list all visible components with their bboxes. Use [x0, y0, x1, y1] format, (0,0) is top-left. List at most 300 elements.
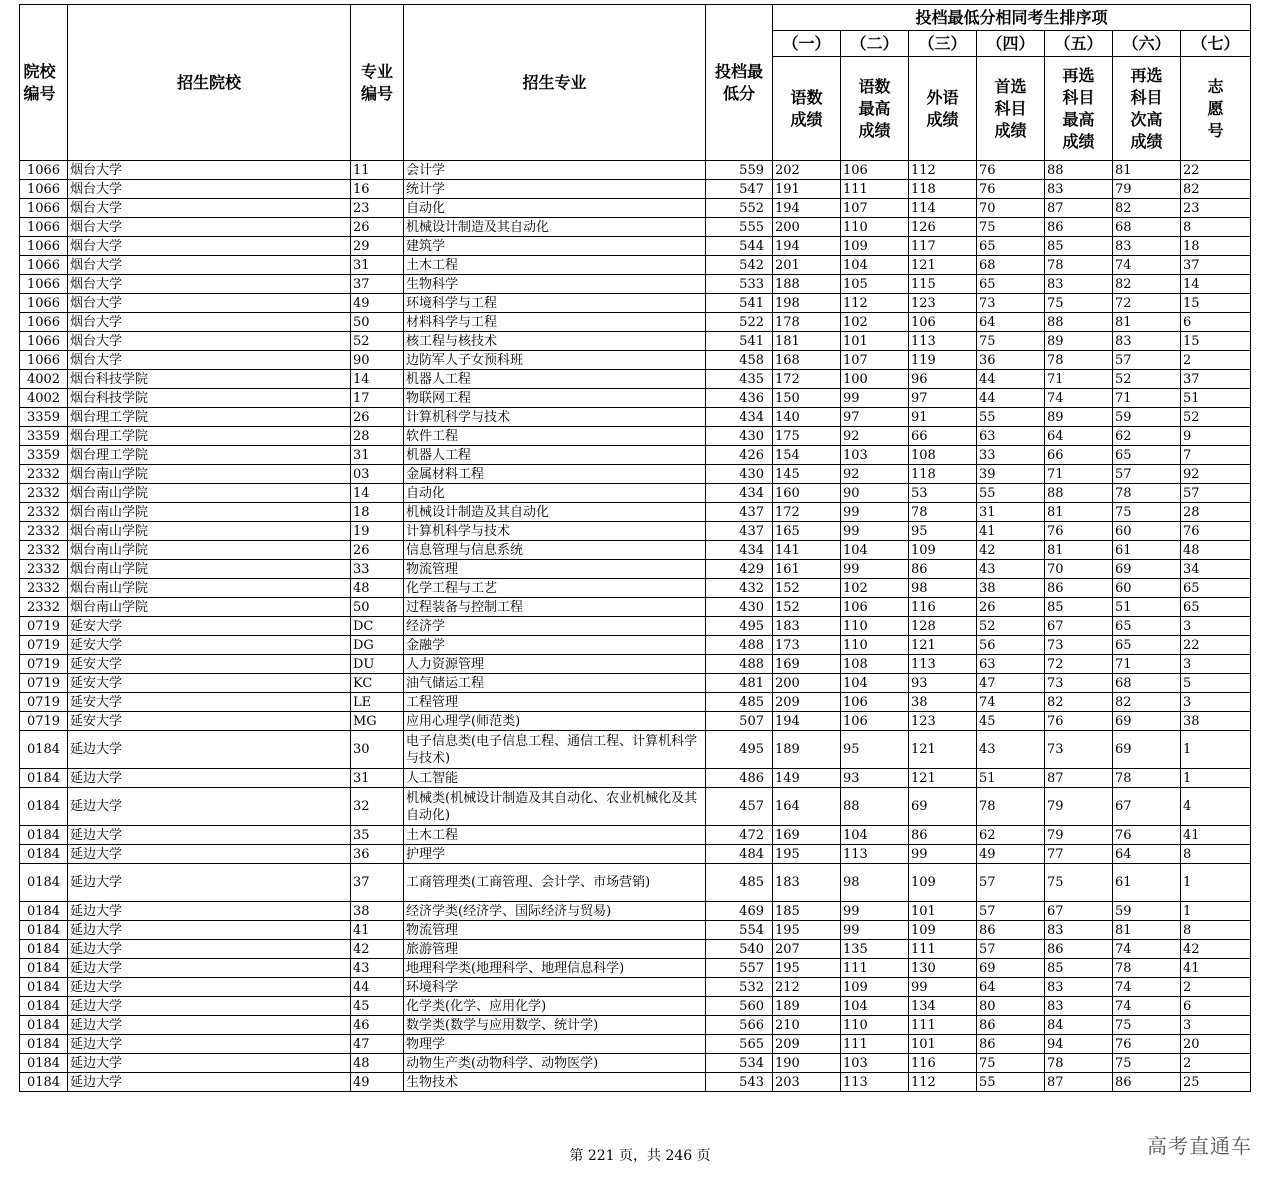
- header-sub-label: 再选科目次高成绩: [1113, 57, 1181, 161]
- major-code-cell: 35: [351, 826, 404, 845]
- score-5-cell: 85: [1045, 237, 1113, 256]
- wish-number-cell: 41: [1181, 959, 1251, 978]
- score-4-cell: 75: [977, 1054, 1045, 1073]
- min-score-cell: 430: [706, 598, 773, 617]
- score-1-cell: 183: [773, 617, 841, 636]
- score-5-cell: 87: [1045, 199, 1113, 218]
- score-6-cell: 57: [1113, 465, 1181, 484]
- score-2-cell: 111: [841, 959, 909, 978]
- score-1-cell: 165: [773, 522, 841, 541]
- score-5-cell: 88: [1045, 484, 1113, 503]
- score-5-cell: 66: [1045, 446, 1113, 465]
- wish-number-cell: 9: [1181, 427, 1251, 446]
- score-1-cell: 203: [773, 1073, 841, 1092]
- major-code-cell: LE: [351, 693, 404, 712]
- major-name-cell: 金属材料工程: [404, 465, 706, 484]
- score-1-cell: 202: [773, 161, 841, 180]
- major-name-cell: 物理学: [404, 1035, 706, 1054]
- school-name-cell: 延边大学: [68, 921, 351, 940]
- major-code-cell: 33: [351, 560, 404, 579]
- score-1-cell: 172: [773, 503, 841, 522]
- min-score-cell: 481: [706, 674, 773, 693]
- score-3-cell: 134: [909, 997, 977, 1016]
- header-sub-num: （三）: [909, 31, 977, 57]
- score-1-cell: 189: [773, 997, 841, 1016]
- school-name-cell: 烟台大学: [68, 180, 351, 199]
- score-3-cell: 95: [909, 522, 977, 541]
- major-name-cell: 自动化: [404, 484, 706, 503]
- page-footer: 第 221 页，共 246 页: [569, 1148, 711, 1164]
- score-4-cell: 76: [977, 180, 1045, 199]
- major-name-cell: 机器人工程: [404, 446, 706, 465]
- score-1-cell: 168: [773, 351, 841, 370]
- score-3-cell: 116: [909, 1054, 977, 1073]
- score-3-cell: 109: [909, 864, 977, 902]
- score-2-cell: 103: [841, 1054, 909, 1073]
- score-5-cell: 73: [1045, 674, 1113, 693]
- score-1-cell: 200: [773, 674, 841, 693]
- score-4-cell: 55: [977, 1073, 1045, 1092]
- score-5-cell: 73: [1045, 731, 1113, 769]
- min-score-cell: 565: [706, 1035, 773, 1054]
- score-6-cell: 69: [1113, 560, 1181, 579]
- school-name-cell: 延边大学: [68, 731, 351, 769]
- score-4-cell: 70: [977, 199, 1045, 218]
- score-4-cell: 63: [977, 427, 1045, 446]
- score-3-cell: 91: [909, 408, 977, 427]
- score-2-cell: 102: [841, 579, 909, 598]
- score-5-cell: 81: [1045, 541, 1113, 560]
- score-6-cell: 69: [1113, 712, 1181, 731]
- major-code-cell: 11: [351, 161, 404, 180]
- wish-number-cell: 15: [1181, 332, 1251, 351]
- school-code-cell: 1066: [20, 161, 68, 180]
- school-name-cell: 烟台大学: [68, 275, 351, 294]
- major-code-cell: 46: [351, 1016, 404, 1035]
- wish-number-cell: 8: [1181, 921, 1251, 940]
- table-row: [20, 522, 1251, 541]
- wish-number-cell: 2: [1181, 978, 1251, 997]
- score-2-cell: 92: [841, 465, 909, 484]
- school-code-cell: 0184: [20, 997, 68, 1016]
- table-row: [20, 275, 1251, 294]
- score-1-cell: 152: [773, 579, 841, 598]
- score-2-cell: 104: [841, 541, 909, 560]
- score-1-cell: 188: [773, 275, 841, 294]
- min-score-cell: 437: [706, 503, 773, 522]
- score-4-cell: 69: [977, 959, 1045, 978]
- min-score-cell: 486: [706, 769, 773, 788]
- min-score-cell: 458: [706, 351, 773, 370]
- school-name-cell: 延安大学: [68, 636, 351, 655]
- score-6-cell: 65: [1113, 636, 1181, 655]
- score-5-cell: 78: [1045, 351, 1113, 370]
- score-2-cell: 104: [841, 997, 909, 1016]
- score-1-cell: 194: [773, 199, 841, 218]
- major-name-cell: 机械设计制造及其自动化: [404, 218, 706, 237]
- school-code-cell: 2332: [20, 560, 68, 579]
- score-5-cell: 75: [1045, 294, 1113, 313]
- school-name-cell: 烟台大学: [68, 161, 351, 180]
- school-code-cell: 2332: [20, 541, 68, 560]
- score-6-cell: 75: [1113, 503, 1181, 522]
- table-row: [20, 1054, 1251, 1073]
- score-5-cell: 73: [1045, 636, 1113, 655]
- major-name-cell: 应用心理学(师范类): [404, 712, 706, 731]
- score-2-cell: 97: [841, 408, 909, 427]
- school-name-cell: 延边大学: [68, 940, 351, 959]
- wish-number-cell: 25: [1181, 1073, 1251, 1092]
- score-4-cell: 68: [977, 256, 1045, 275]
- score-1-cell: 152: [773, 598, 841, 617]
- school-name-cell: 烟台理工学院: [68, 446, 351, 465]
- school-name-cell: 延边大学: [68, 1054, 351, 1073]
- score-6-cell: 76: [1113, 1035, 1181, 1054]
- school-code-cell: 0184: [20, 1035, 68, 1054]
- score-1-cell: 178: [773, 313, 841, 332]
- school-code-cell: 1066: [20, 180, 68, 199]
- major-name-cell: 过程装备与控制工程: [404, 598, 706, 617]
- score-2-cell: 112: [841, 294, 909, 313]
- score-6-cell: 61: [1113, 541, 1181, 560]
- wish-number-cell: 22: [1181, 161, 1251, 180]
- major-name-cell: 土木工程: [404, 256, 706, 275]
- score-6-cell: 60: [1113, 579, 1181, 598]
- school-code-cell: 0184: [20, 959, 68, 978]
- min-score-cell: 436: [706, 389, 773, 408]
- school-name-cell: 延安大学: [68, 712, 351, 731]
- score-5-cell: 67: [1045, 617, 1113, 636]
- score-5-cell: 81: [1045, 503, 1113, 522]
- table-row: [20, 1073, 1251, 1092]
- header-sub-num: （六）: [1113, 31, 1181, 57]
- score-4-cell: 42: [977, 541, 1045, 560]
- score-6-cell: 59: [1113, 902, 1181, 921]
- major-name-cell: 化学工程与工艺: [404, 579, 706, 598]
- school-code-cell: 0184: [20, 769, 68, 788]
- score-5-cell: 75: [1045, 864, 1113, 902]
- major-name-cell: 土木工程: [404, 826, 706, 845]
- score-5-cell: 89: [1045, 408, 1113, 427]
- table-row: [20, 180, 1251, 199]
- major-name-cell: 经济学: [404, 617, 706, 636]
- score-2-cell: 99: [841, 560, 909, 579]
- school-code-cell: 1066: [20, 256, 68, 275]
- score-4-cell: 76: [977, 161, 1045, 180]
- wish-number-cell: 8: [1181, 218, 1251, 237]
- score-6-cell: 52: [1113, 370, 1181, 389]
- school-name-cell: 延边大学: [68, 1035, 351, 1054]
- score-3-cell: 109: [909, 921, 977, 940]
- score-2-cell: 102: [841, 313, 909, 332]
- school-code-cell: 1066: [20, 332, 68, 351]
- major-code-cell: DG: [351, 636, 404, 655]
- major-code-cell: 14: [351, 370, 404, 389]
- table-row: [20, 712, 1251, 731]
- score-2-cell: 104: [841, 674, 909, 693]
- table-row: [20, 674, 1251, 693]
- school-code-cell: 0184: [20, 845, 68, 864]
- school-name-cell: 延安大学: [68, 617, 351, 636]
- wish-number-cell: 2: [1181, 1054, 1251, 1073]
- table-row: [20, 484, 1251, 503]
- school-code-cell: 0719: [20, 636, 68, 655]
- table-row: [20, 959, 1251, 978]
- score-1-cell: 189: [773, 731, 841, 769]
- min-score-cell: 434: [706, 541, 773, 560]
- table-row: [20, 427, 1251, 446]
- score-1-cell: 140: [773, 408, 841, 427]
- major-name-cell: 机械设计制造及其自动化: [404, 503, 706, 522]
- score-6-cell: 75: [1113, 1016, 1181, 1035]
- score-2-cell: 110: [841, 617, 909, 636]
- table-row: [20, 503, 1251, 522]
- major-code-cell: 49: [351, 1073, 404, 1092]
- score-5-cell: 88: [1045, 161, 1113, 180]
- major-code-cell: 26: [351, 541, 404, 560]
- major-name-cell: 边防军人子女预科班: [404, 351, 706, 370]
- score-6-cell: 82: [1113, 693, 1181, 712]
- score-1-cell: 210: [773, 1016, 841, 1035]
- table-row: [20, 1035, 1251, 1054]
- score-1-cell: 195: [773, 921, 841, 940]
- score-3-cell: 121: [909, 636, 977, 655]
- score-2-cell: 135: [841, 940, 909, 959]
- score-2-cell: 108: [841, 655, 909, 674]
- score-2-cell: 113: [841, 1073, 909, 1092]
- score-4-cell: 31: [977, 503, 1045, 522]
- score-2-cell: 99: [841, 522, 909, 541]
- table-row: [20, 940, 1251, 959]
- score-4-cell: 43: [977, 731, 1045, 769]
- score-6-cell: 71: [1113, 389, 1181, 408]
- score-3-cell: 98: [909, 579, 977, 598]
- wish-number-cell: 37: [1181, 370, 1251, 389]
- min-score-cell: 434: [706, 408, 773, 427]
- school-name-cell: 延安大学: [68, 655, 351, 674]
- min-score-cell: 488: [706, 655, 773, 674]
- score-5-cell: 71: [1045, 370, 1113, 389]
- school-name-cell: 烟台大学: [68, 218, 351, 237]
- score-3-cell: 69: [909, 788, 977, 826]
- score-2-cell: 110: [841, 1016, 909, 1035]
- table-row: [20, 636, 1251, 655]
- major-name-cell: 软件工程: [404, 427, 706, 446]
- major-name-cell: 机器人工程: [404, 370, 706, 389]
- score-1-cell: 212: [773, 978, 841, 997]
- admission-table: [19, 4, 1251, 1092]
- score-3-cell: 130: [909, 959, 977, 978]
- school-name-cell: 烟台大学: [68, 332, 351, 351]
- major-name-cell: 物流管理: [404, 560, 706, 579]
- score-2-cell: 106: [841, 693, 909, 712]
- score-4-cell: 44: [977, 370, 1045, 389]
- score-1-cell: 185: [773, 902, 841, 921]
- score-4-cell: 55: [977, 408, 1045, 427]
- table-row: [20, 902, 1251, 921]
- score-2-cell: 101: [841, 332, 909, 351]
- header-sub-label: 首选科目成绩: [977, 57, 1045, 161]
- score-5-cell: 78: [1045, 1054, 1113, 1073]
- major-name-cell: 工商管理类(工商管理、会计学、市场营销): [404, 864, 706, 902]
- score-1-cell: 150: [773, 389, 841, 408]
- table-row: [20, 199, 1251, 218]
- min-score-cell: 534: [706, 1054, 773, 1073]
- school-code-cell: 0184: [20, 1073, 68, 1092]
- table-row: [20, 541, 1251, 560]
- wish-number-cell: 20: [1181, 1035, 1251, 1054]
- score-4-cell: 64: [977, 313, 1045, 332]
- min-score-cell: 484: [706, 845, 773, 864]
- score-1-cell: 200: [773, 218, 841, 237]
- header-sub-num: （二）: [841, 31, 909, 57]
- wish-number-cell: 15: [1181, 294, 1251, 313]
- score-3-cell: 78: [909, 503, 977, 522]
- school-code-cell: 0184: [20, 978, 68, 997]
- school-name-cell: 延边大学: [68, 978, 351, 997]
- major-name-cell: 会计学: [404, 161, 706, 180]
- wish-number-cell: 23: [1181, 199, 1251, 218]
- score-2-cell: 109: [841, 237, 909, 256]
- header-school-code: 院校编号: [20, 5, 68, 161]
- score-4-cell: 75: [977, 332, 1045, 351]
- score-1-cell: 175: [773, 427, 841, 446]
- score-5-cell: 70: [1045, 560, 1113, 579]
- score-4-cell: 73: [977, 294, 1045, 313]
- min-score-cell: 435: [706, 370, 773, 389]
- major-name-cell: 旅游管理: [404, 940, 706, 959]
- score-6-cell: 72: [1113, 294, 1181, 313]
- score-6-cell: 59: [1113, 408, 1181, 427]
- table-row: [20, 845, 1251, 864]
- min-score-cell: 485: [706, 693, 773, 712]
- school-code-cell: 2332: [20, 484, 68, 503]
- score-5-cell: 74: [1045, 389, 1113, 408]
- major-code-cell: 50: [351, 313, 404, 332]
- school-code-cell: 0719: [20, 655, 68, 674]
- score-2-cell: 111: [841, 180, 909, 199]
- major-code-cell: 26: [351, 408, 404, 427]
- score-6-cell: 81: [1113, 161, 1181, 180]
- score-4-cell: 52: [977, 617, 1045, 636]
- major-name-cell: 信息管理与信息系统: [404, 541, 706, 560]
- score-6-cell: 78: [1113, 769, 1181, 788]
- school-name-cell: 延边大学: [68, 959, 351, 978]
- school-code-cell: 0719: [20, 712, 68, 731]
- wish-number-cell: 1: [1181, 731, 1251, 769]
- score-4-cell: 57: [977, 940, 1045, 959]
- school-code-cell: 0184: [20, 864, 68, 902]
- score-3-cell: 101: [909, 1035, 977, 1054]
- school-code-cell: 1066: [20, 237, 68, 256]
- score-5-cell: 76: [1045, 522, 1113, 541]
- major-name-cell: 核工程与核技术: [404, 332, 706, 351]
- school-name-cell: 烟台南山学院: [68, 484, 351, 503]
- score-5-cell: 72: [1045, 655, 1113, 674]
- header-sub-num: （一）: [773, 31, 841, 57]
- min-score-cell: 495: [706, 731, 773, 769]
- score-6-cell: 74: [1113, 997, 1181, 1016]
- major-code-cell: 17: [351, 389, 404, 408]
- school-code-cell: 0184: [20, 1054, 68, 1073]
- header-sub-label: 志愿号: [1181, 57, 1251, 161]
- score-3-cell: 97: [909, 389, 977, 408]
- score-1-cell: 169: [773, 826, 841, 845]
- score-6-cell: 74: [1113, 978, 1181, 997]
- major-code-cell: 44: [351, 978, 404, 997]
- major-code-cell: 31: [351, 256, 404, 275]
- score-4-cell: 36: [977, 351, 1045, 370]
- score-1-cell: 161: [773, 560, 841, 579]
- wish-number-cell: 2: [1181, 351, 1251, 370]
- score-3-cell: 101: [909, 902, 977, 921]
- score-2-cell: 111: [841, 1035, 909, 1054]
- min-score-cell: 566: [706, 1016, 773, 1035]
- wish-number-cell: 65: [1181, 598, 1251, 617]
- min-score-cell: 485: [706, 864, 773, 902]
- min-score-cell: 507: [706, 712, 773, 731]
- min-score-cell: 457: [706, 788, 773, 826]
- school-code-cell: 2332: [20, 579, 68, 598]
- table-row: [20, 1016, 1251, 1035]
- major-code-cell: 49: [351, 294, 404, 313]
- score-5-cell: 79: [1045, 826, 1113, 845]
- score-1-cell: 195: [773, 845, 841, 864]
- score-3-cell: 118: [909, 465, 977, 484]
- score-4-cell: 41: [977, 522, 1045, 541]
- score-6-cell: 82: [1113, 275, 1181, 294]
- school-name-cell: 烟台南山学院: [68, 560, 351, 579]
- score-4-cell: 75: [977, 218, 1045, 237]
- score-5-cell: 83: [1045, 921, 1113, 940]
- table-row: [20, 389, 1251, 408]
- wish-number-cell: 6: [1181, 997, 1251, 1016]
- school-code-cell: 1066: [20, 313, 68, 332]
- major-name-cell: 统计学: [404, 180, 706, 199]
- score-6-cell: 82: [1113, 199, 1181, 218]
- wish-number-cell: 7: [1181, 446, 1251, 465]
- score-1-cell: 160: [773, 484, 841, 503]
- score-4-cell: 78: [977, 788, 1045, 826]
- school-name-cell: 延边大学: [68, 902, 351, 921]
- major-name-cell: 数学类(数学与应用数学、统计学): [404, 1016, 706, 1035]
- school-name-cell: 烟台大学: [68, 237, 351, 256]
- min-score-cell: 559: [706, 161, 773, 180]
- header-sub-num: （四）: [977, 31, 1045, 57]
- school-code-cell: 0184: [20, 1016, 68, 1035]
- wish-number-cell: 38: [1181, 712, 1251, 731]
- major-name-cell: 材料科学与工程: [404, 313, 706, 332]
- major-name-cell: 人力资源管理: [404, 655, 706, 674]
- score-4-cell: 62: [977, 826, 1045, 845]
- header-sub-label: 语数成绩: [773, 57, 841, 161]
- school-code-cell: 0719: [20, 674, 68, 693]
- school-name-cell: 烟台大学: [68, 351, 351, 370]
- major-code-cell: MG: [351, 712, 404, 731]
- wish-number-cell: 18: [1181, 237, 1251, 256]
- table-row: [20, 256, 1251, 275]
- score-2-cell: 95: [841, 731, 909, 769]
- score-5-cell: 85: [1045, 598, 1113, 617]
- score-6-cell: 81: [1113, 921, 1181, 940]
- table-row: [20, 617, 1251, 636]
- major-code-cell: 42: [351, 940, 404, 959]
- score-3-cell: 86: [909, 560, 977, 579]
- score-3-cell: 121: [909, 731, 977, 769]
- score-1-cell: 201: [773, 256, 841, 275]
- wish-number-cell: 82: [1181, 180, 1251, 199]
- major-code-cell: DC: [351, 617, 404, 636]
